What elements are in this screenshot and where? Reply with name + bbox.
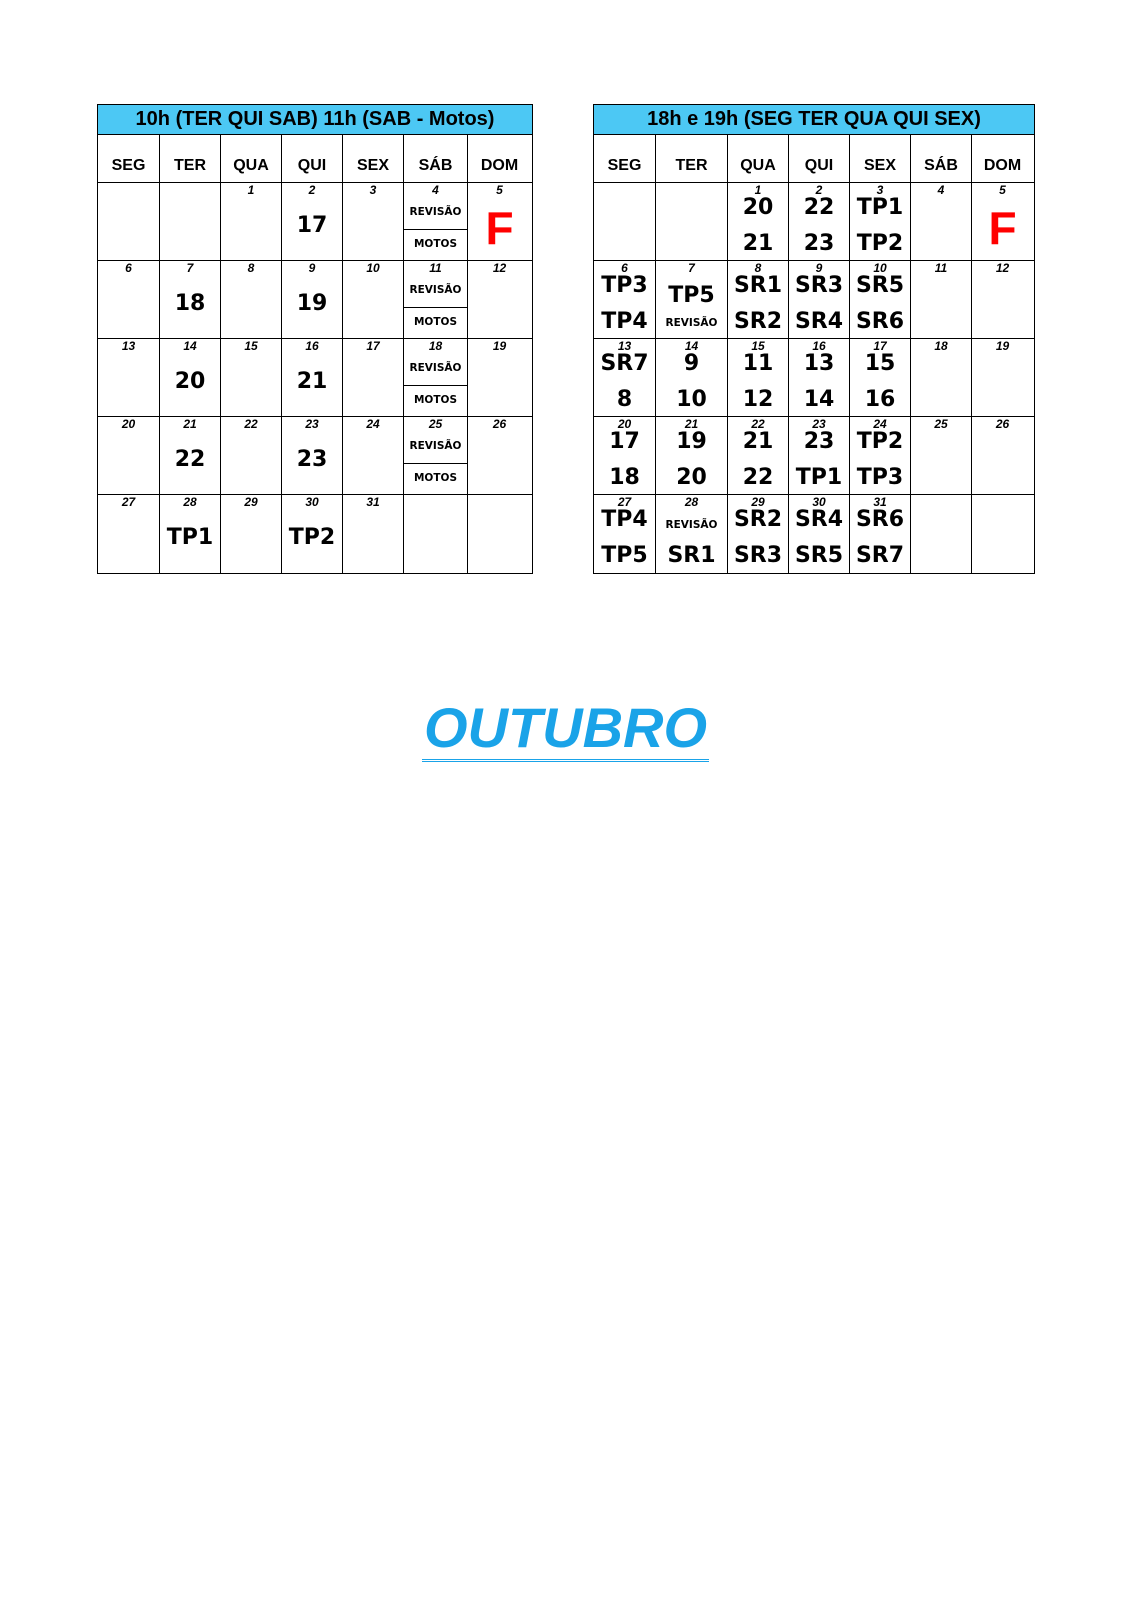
day-number: 5 xyxy=(496,183,503,197)
day-number: 1 xyxy=(754,183,762,197)
calendar-day-cell xyxy=(849,339,910,416)
calendar-day-cell xyxy=(788,183,849,260)
day-number: 25 xyxy=(428,417,443,431)
class-session-bottom: SR1 xyxy=(667,543,716,568)
day-number: 1 xyxy=(247,183,255,197)
calendar-day-cell xyxy=(594,261,655,338)
calendar-week-row xyxy=(594,339,1034,417)
revision-label: REVISÃO xyxy=(409,206,462,218)
calendar-week-row xyxy=(98,261,532,339)
calendar-day-cell xyxy=(467,339,531,416)
day-number: 4 xyxy=(432,183,439,197)
class-session-top: 21 xyxy=(742,429,774,454)
weekday-header: QUA xyxy=(220,135,281,182)
day-number: 22 xyxy=(751,417,765,431)
day-number: 20 xyxy=(121,417,136,431)
day-number: 8 xyxy=(247,261,255,275)
day-number: 24 xyxy=(873,417,887,431)
calendar-day-cell xyxy=(467,417,531,494)
day-number: 19 xyxy=(995,339,1010,353)
day-number: 26 xyxy=(995,417,1010,431)
weekday-header: QUA xyxy=(727,135,788,182)
holiday-mark: F xyxy=(988,202,1017,254)
saturday-revision-slot xyxy=(404,339,467,386)
calendar-day-cell xyxy=(159,495,220,573)
class-session-label: 21 xyxy=(296,369,328,394)
calendar-day-cell xyxy=(159,183,220,260)
class-session-bottom: 18 xyxy=(609,465,640,490)
calendar-day-cell xyxy=(788,339,849,416)
class-session-top: 17 xyxy=(609,429,640,454)
weekday-header: TER xyxy=(159,135,220,182)
day-number: 10 xyxy=(873,261,887,275)
day-number: 18 xyxy=(428,339,443,353)
day-number: 3 xyxy=(369,183,377,197)
calendar-day-cell xyxy=(342,339,403,416)
day-number: 16 xyxy=(812,339,826,353)
day-number: 4 xyxy=(937,183,945,197)
day-number: 11 xyxy=(429,261,442,275)
class-session-top: SR3 xyxy=(794,273,844,298)
day-number: 12 xyxy=(492,261,507,275)
calendar-day-cell xyxy=(849,183,910,260)
weekday-header: SÁB xyxy=(403,135,467,182)
class-session-bottom: 22 xyxy=(742,465,774,490)
calendar-week-row xyxy=(98,339,532,417)
calendar-left xyxy=(97,104,533,574)
calendar-day-cell xyxy=(910,183,971,260)
saturday-revision-slot xyxy=(404,183,467,230)
day-number: 14 xyxy=(684,339,699,353)
calendar-day-cell xyxy=(727,183,788,260)
day-number: 7 xyxy=(186,261,194,275)
class-session-top: SR6 xyxy=(855,507,905,532)
class-session-top: SR5 xyxy=(855,273,905,298)
class-session-label: TP2 xyxy=(288,525,336,550)
calendar-day-cell xyxy=(727,339,788,416)
day-number: 6 xyxy=(621,261,628,275)
day-number: 14 xyxy=(183,339,197,353)
calendar-day-cell xyxy=(849,417,910,494)
calendar-week-row xyxy=(594,495,1034,573)
class-session-top: 22 xyxy=(803,195,835,220)
weekday-header: SÁB xyxy=(910,135,971,182)
motos-label: MOTOS xyxy=(413,316,458,328)
day-number: 23 xyxy=(812,417,826,431)
class-session-bottom: SR3 xyxy=(733,543,783,568)
day-number: 28 xyxy=(183,495,197,509)
weekday-header: SEX xyxy=(342,135,403,182)
calendar-day-cell xyxy=(655,417,727,494)
class-session-bottom: TP1 xyxy=(795,465,843,490)
class-session-top: SR4 xyxy=(794,507,844,532)
calendar-day-cell xyxy=(220,183,281,260)
day-number: 29 xyxy=(244,495,258,509)
class-session-bottom: TP3 xyxy=(856,465,904,490)
revision-label: REVISÃO xyxy=(409,284,462,296)
calendar-day-cell xyxy=(727,261,788,338)
day-number: 30 xyxy=(305,495,319,509)
calendar-day-cell xyxy=(910,417,971,494)
class-session-top: SR1 xyxy=(733,273,783,298)
calendar-week-row xyxy=(594,261,1034,339)
calendar-week-row xyxy=(98,417,532,495)
weekday-header: DOM xyxy=(467,135,531,182)
weekday-header: QUI xyxy=(788,135,849,182)
class-session-top: TP1 xyxy=(856,195,904,220)
class-session-top: SR7 xyxy=(600,351,649,376)
day-number: 16 xyxy=(305,339,319,353)
calendar-day-cell xyxy=(467,183,531,260)
class-session-top: 19 xyxy=(676,429,707,454)
class-session-top: 9 xyxy=(683,351,700,376)
class-session-bottom: SR2 xyxy=(733,309,783,334)
calendar-day-cell xyxy=(971,417,1033,494)
day-number: 5 xyxy=(999,183,1006,197)
class-session-top: 23 xyxy=(803,429,835,454)
class-session-label: 22 xyxy=(174,447,206,472)
calendar-day-cell xyxy=(594,339,655,416)
calendar-day-cell xyxy=(220,261,281,338)
class-session-bottom: 10 xyxy=(676,387,707,412)
class-session-label: TP5 xyxy=(668,283,715,308)
revision-label: REVISÃO xyxy=(665,519,718,531)
calendar-day-cell xyxy=(159,417,220,494)
calendar-day-cell xyxy=(98,339,159,416)
day-number: 22 xyxy=(244,417,258,431)
calendar-week-row xyxy=(98,495,532,573)
holiday-mark: F xyxy=(485,202,514,254)
calendar-day-cell xyxy=(281,417,342,494)
day-number: 3 xyxy=(876,183,884,197)
class-session-top: TP4 xyxy=(601,507,648,532)
calendar-right-header xyxy=(594,135,1034,183)
class-session-bottom: SR6 xyxy=(855,309,905,334)
day-number: 8 xyxy=(754,261,762,275)
calendar-day-cell xyxy=(403,495,467,573)
calendar-day-cell xyxy=(281,261,342,338)
day-number: 25 xyxy=(934,417,948,431)
calendar-day-cell xyxy=(971,183,1033,260)
class-session-bottom: SR5 xyxy=(794,543,844,568)
class-session-label: 20 xyxy=(174,369,206,394)
calendar-day-cell xyxy=(467,261,531,338)
day-number: 17 xyxy=(873,339,887,353)
day-number: 2 xyxy=(308,183,316,197)
day-number: 7 xyxy=(688,261,695,275)
day-number: 15 xyxy=(751,339,765,353)
calendar-day-cell xyxy=(98,495,159,573)
calendar-day-cell xyxy=(281,339,342,416)
calendar-day-cell xyxy=(403,183,467,260)
class-session-label: TP1 xyxy=(166,525,214,550)
day-number: 21 xyxy=(183,417,197,431)
class-session-top: 11 xyxy=(742,351,774,376)
class-session-label: 18 xyxy=(174,291,206,316)
calendar-day-cell xyxy=(159,339,220,416)
day-number: 29 xyxy=(751,495,765,509)
class-session-bottom: 20 xyxy=(676,465,707,490)
revision-label: REVISÃO xyxy=(409,362,462,374)
day-number: 31 xyxy=(873,495,887,509)
month-title-wrap xyxy=(0,696,1131,759)
day-number: 30 xyxy=(812,495,826,509)
day-number: 23 xyxy=(305,417,319,431)
calendar-day-cell xyxy=(159,261,220,338)
class-session-bottom: 8 xyxy=(616,387,633,412)
day-number: 2 xyxy=(815,183,823,197)
calendar-day-cell xyxy=(467,495,531,573)
day-number: 9 xyxy=(308,261,316,275)
day-number: 26 xyxy=(492,417,507,431)
calendar-day-cell xyxy=(849,495,910,573)
class-session-bottom: 14 xyxy=(803,387,835,412)
calendar-day-cell xyxy=(655,495,727,573)
day-number: 17 xyxy=(366,339,380,353)
class-session-top: 15 xyxy=(864,351,896,376)
calendar-day-cell xyxy=(281,495,342,573)
day-number: 13 xyxy=(617,339,632,353)
class-session-bottom: SR4 xyxy=(794,309,844,334)
class-session-bottom: 23 xyxy=(803,231,835,256)
calendar-day-cell xyxy=(220,339,281,416)
calendar-day-cell xyxy=(98,261,159,338)
calendar-day-cell xyxy=(220,417,281,494)
class-session-bottom: 21 xyxy=(742,231,774,256)
day-number: 18 xyxy=(934,339,948,353)
day-number: 11 xyxy=(934,261,948,275)
calendar-day-cell xyxy=(342,183,403,260)
class-session-top: TP2 xyxy=(856,429,904,454)
calendar-day-cell xyxy=(971,261,1033,338)
class-session-bottom: TP5 xyxy=(601,543,648,568)
day-number: 15 xyxy=(244,339,258,353)
class-session-label: 19 xyxy=(296,291,328,316)
calendar-day-cell xyxy=(910,261,971,338)
class-session-top: SR2 xyxy=(733,507,783,532)
calendar-day-cell xyxy=(910,339,971,416)
calendar-day-cell xyxy=(655,183,727,260)
calendar-day-cell xyxy=(98,183,159,260)
calendar-day-cell xyxy=(342,261,403,338)
calendar-day-cell xyxy=(788,417,849,494)
calendar-day-cell xyxy=(849,261,910,338)
day-number: 9 xyxy=(815,261,823,275)
calendar-day-cell xyxy=(281,183,342,260)
motos-label: MOTOS xyxy=(413,472,458,484)
day-number: 19 xyxy=(492,339,507,353)
calendar-week-row xyxy=(594,417,1034,495)
weekday-header: QUI xyxy=(281,135,342,182)
class-session-label: 23 xyxy=(296,447,328,472)
day-number: 28 xyxy=(684,495,699,509)
month-title: OUTUBRO xyxy=(422,696,709,762)
weekday-header: SEX xyxy=(849,135,910,182)
calendar-day-cell xyxy=(342,495,403,573)
day-number: 27 xyxy=(617,495,632,509)
calendar-day-cell xyxy=(594,183,655,260)
revision-label: REVISÃO xyxy=(665,317,718,329)
calendar-day-cell xyxy=(727,495,788,573)
calendar-day-cell xyxy=(220,495,281,573)
calendar-left-body xyxy=(98,183,532,573)
calendar-day-cell xyxy=(594,495,655,573)
motos-label: MOTOS xyxy=(413,394,458,406)
motos-label: MOTOS xyxy=(413,238,458,250)
calendar-day-cell xyxy=(403,261,467,338)
calendar-day-cell xyxy=(403,339,467,416)
class-session-top: 20 xyxy=(742,195,774,220)
calendar-day-cell xyxy=(98,417,159,494)
day-number: 31 xyxy=(366,495,380,509)
calendar-day-cell xyxy=(788,261,849,338)
day-number: 6 xyxy=(125,261,132,275)
calendar-day-cell xyxy=(788,495,849,573)
calendar-right-body xyxy=(594,183,1034,573)
class-session-top: 13 xyxy=(803,351,835,376)
calendar-right-title: 18h e 19h (SEG TER QUA QUI SEX) xyxy=(594,105,1034,135)
day-number: 13 xyxy=(121,339,136,353)
day-number: 21 xyxy=(684,417,699,431)
revision-label: REVISÃO xyxy=(409,440,462,452)
class-session-bottom: TP2 xyxy=(856,231,904,256)
saturday-revision-slot xyxy=(404,417,467,464)
calendar-day-cell xyxy=(403,417,467,494)
day-number: 20 xyxy=(617,417,632,431)
day-number: 24 xyxy=(366,417,380,431)
calendar-day-cell xyxy=(594,417,655,494)
day-number: 27 xyxy=(121,495,136,509)
calendar-day-cell xyxy=(655,339,727,416)
weekday-header: SEG xyxy=(111,157,146,174)
day-number: 12 xyxy=(995,261,1010,275)
calendar-day-cell xyxy=(727,417,788,494)
calendar-right xyxy=(593,104,1035,574)
calendar-day-cell xyxy=(910,495,971,573)
class-session-bottom: 16 xyxy=(864,387,896,412)
class-session-top: TP3 xyxy=(601,273,648,298)
class-session-bottom: 12 xyxy=(742,387,774,412)
class-session-label: 17 xyxy=(296,213,328,238)
calendar-left-title: 10h (TER QUI SAB) 11h (SAB - Motos) xyxy=(98,105,532,135)
weekday-header: DOM xyxy=(971,135,1033,182)
calendar-week-row xyxy=(594,183,1034,261)
class-session-bottom: TP4 xyxy=(601,309,648,334)
calendar-week-row xyxy=(98,183,532,261)
calendar-day-cell xyxy=(342,417,403,494)
calendar-day-cell xyxy=(655,261,727,338)
calendar-left-header xyxy=(98,135,532,183)
calendar-day-cell xyxy=(971,339,1033,416)
weekday-header: TER xyxy=(655,135,727,182)
calendar-day-cell xyxy=(971,495,1033,573)
day-number: 10 xyxy=(366,261,380,275)
saturday-revision-slot xyxy=(404,261,467,308)
class-session-bottom: SR7 xyxy=(855,543,905,568)
weekday-header: SEG xyxy=(607,157,642,174)
